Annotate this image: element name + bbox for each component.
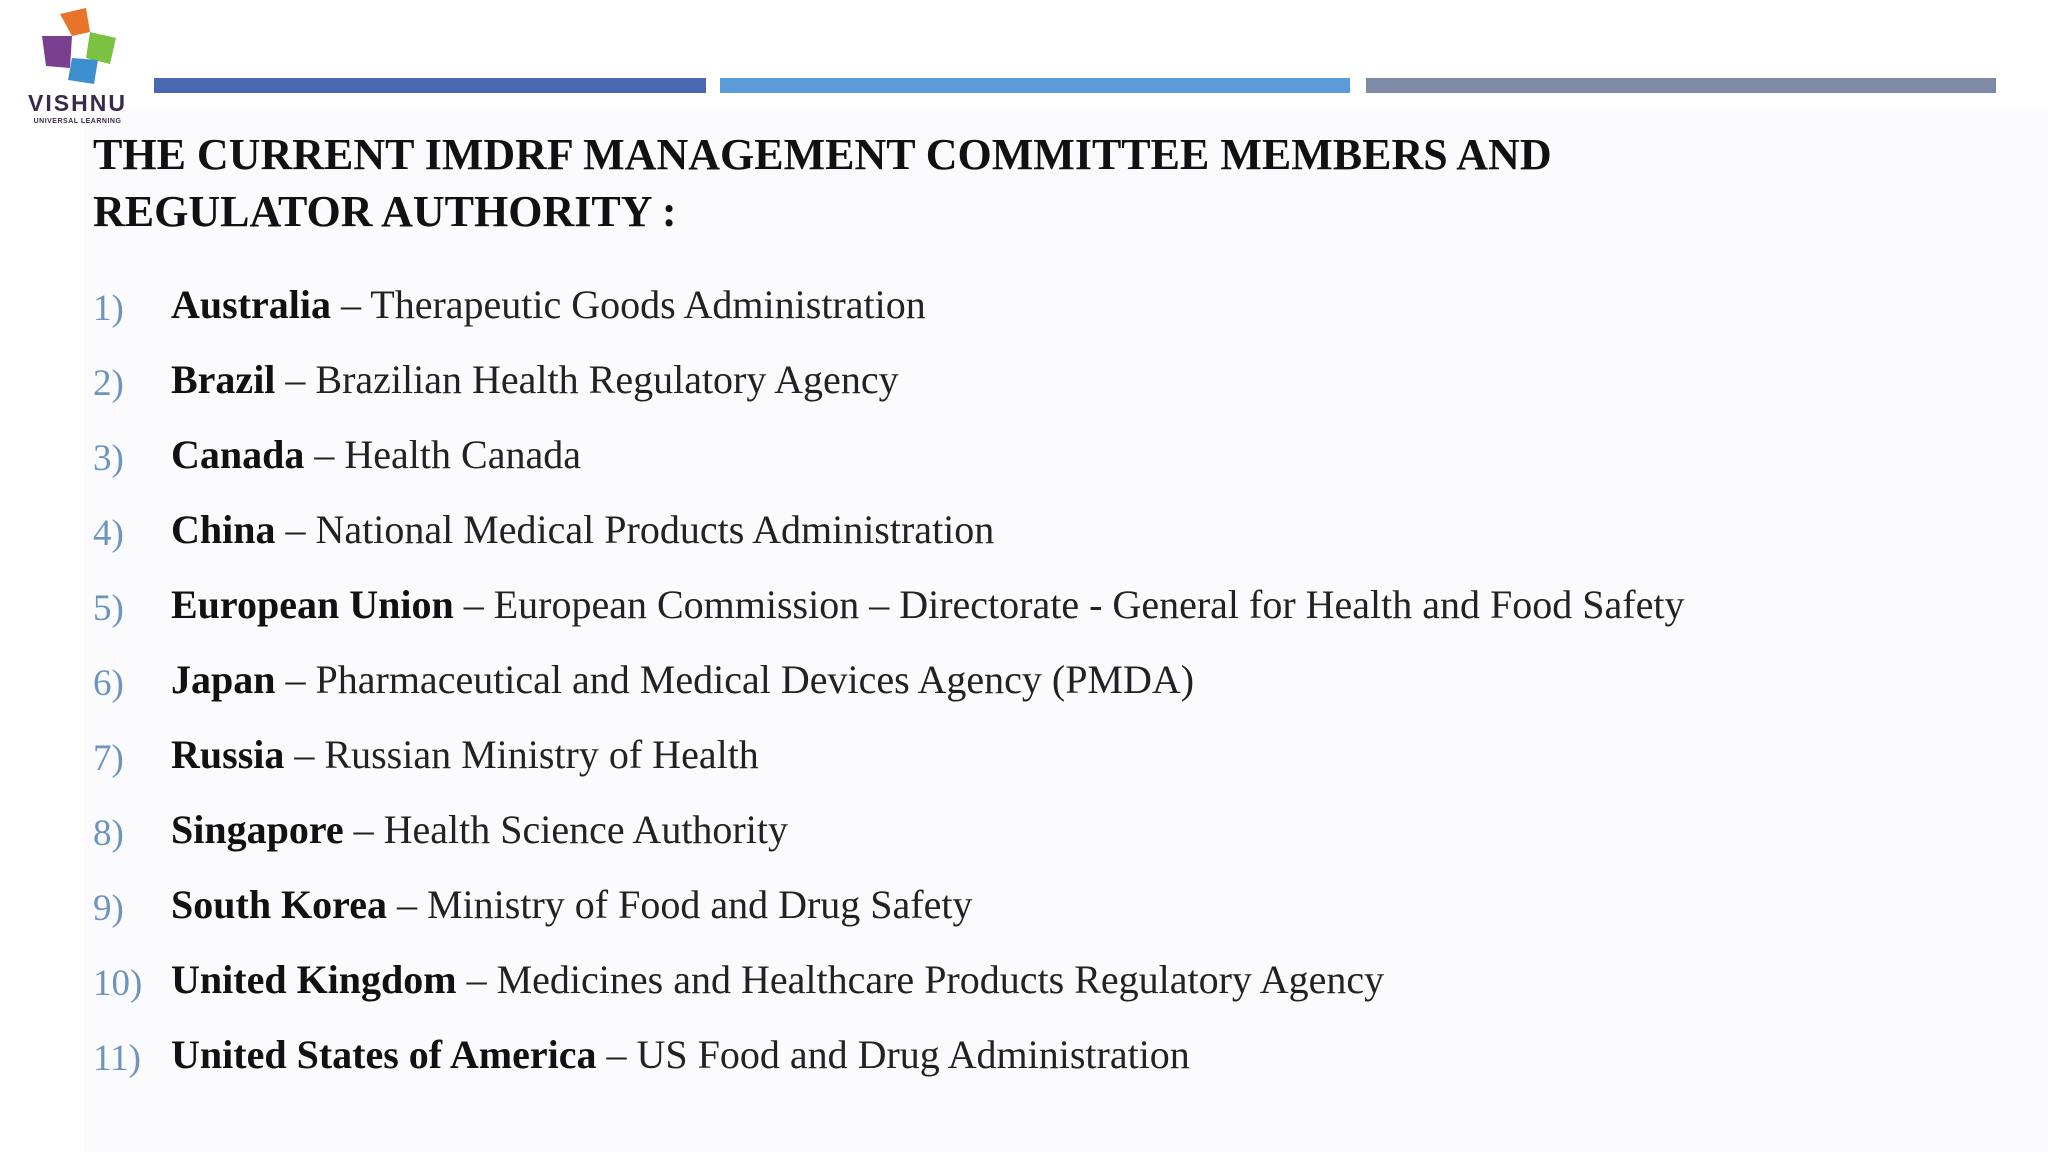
list-entry	[171, 350, 899, 410]
logo-mark-icon	[38, 8, 118, 88]
country-name: South Korea	[171, 882, 387, 927]
regulator-authority: – US Food and Drug Administration	[596, 1032, 1190, 1077]
title-line-2: REGULATOR AUTHORITY :	[93, 187, 677, 236]
list-entry	[171, 275, 926, 335]
country-name: United Kingdom	[171, 957, 457, 1002]
regulator-authority: – Brazilian Health Regulatory Agency	[275, 357, 899, 402]
country-name: European Union	[171, 582, 454, 627]
regulator-authority: – European Commission – Directorate - General for Health and Food Safety	[453, 582, 1685, 627]
list-entry	[171, 650, 1194, 710]
list-item	[93, 650, 1993, 725]
list-item	[93, 350, 1993, 425]
country-name: Brazil	[171, 357, 276, 402]
country-name: China	[171, 507, 276, 552]
header-bar-1	[154, 78, 706, 93]
list-number: 4)	[93, 513, 124, 554]
list-number: 2)	[93, 363, 124, 404]
country-name: Australia	[171, 282, 331, 327]
header-bar-2	[720, 78, 1350, 93]
list-item	[93, 950, 1993, 1025]
list-item	[93, 725, 1993, 800]
list-item	[93, 1025, 1993, 1100]
list-number: 9)	[93, 888, 124, 929]
list-item	[93, 275, 1993, 350]
regulator-authority: – Health Canada	[304, 432, 581, 477]
country-name: Japan	[171, 657, 276, 702]
list-entry	[171, 575, 1684, 635]
regulator-authority: – Therapeutic Goods Administration	[331, 282, 926, 327]
logo-tagline: UNIVERSAL LEARNING	[33, 118, 122, 125]
list-entry	[171, 800, 788, 860]
list-number: 10)	[93, 963, 143, 1004]
vishnu-logo	[20, 8, 135, 126]
title-line-1: THE CURRENT IMDRF MANAGEMENT COMMITTEE MEMBERS AND	[93, 130, 1552, 179]
regulator-authority: – Health Science Authority	[343, 807, 788, 852]
list-number: 7)	[93, 738, 124, 779]
list-item	[93, 800, 1993, 875]
list-number: 8)	[93, 813, 124, 854]
list-number: 6)	[93, 663, 124, 704]
list-item	[93, 425, 1993, 500]
list-entry	[171, 950, 1384, 1010]
country-name: Canada	[171, 432, 305, 477]
list-item	[93, 500, 1993, 575]
list-number: 3)	[93, 438, 124, 479]
list-number: 1)	[93, 288, 124, 329]
regulator-authority: – Russian Ministry of Health	[284, 732, 759, 777]
list-entry	[171, 725, 759, 785]
country-name: United States of America	[171, 1032, 597, 1077]
list-number: 11)	[93, 1038, 141, 1079]
logo-wordmark: VISHNU	[28, 90, 127, 116]
list-item	[93, 875, 1993, 950]
regulator-authority: – National Medical Products Administration	[275, 507, 995, 552]
list-entry	[171, 1025, 1190, 1085]
regulator-authority: – Ministry of Food and Drug Safety	[386, 882, 973, 927]
regulator-authority: – Pharmaceutical and Medical Devices Agency (PMDA)	[275, 657, 1195, 702]
list-entry	[171, 425, 581, 485]
list-number: 5)	[93, 588, 124, 629]
header-bar-3	[1366, 78, 1996, 93]
list-entry	[171, 875, 972, 935]
regulator-authority: – Medicines and Healthcare Products Regulatory Agency	[456, 957, 1385, 1002]
country-name: Singapore	[171, 807, 344, 852]
member-list	[93, 275, 1993, 1100]
list-item	[93, 575, 1993, 650]
list-entry	[171, 500, 994, 560]
country-name: Russia	[171, 732, 285, 777]
slide-title	[93, 126, 1893, 240]
